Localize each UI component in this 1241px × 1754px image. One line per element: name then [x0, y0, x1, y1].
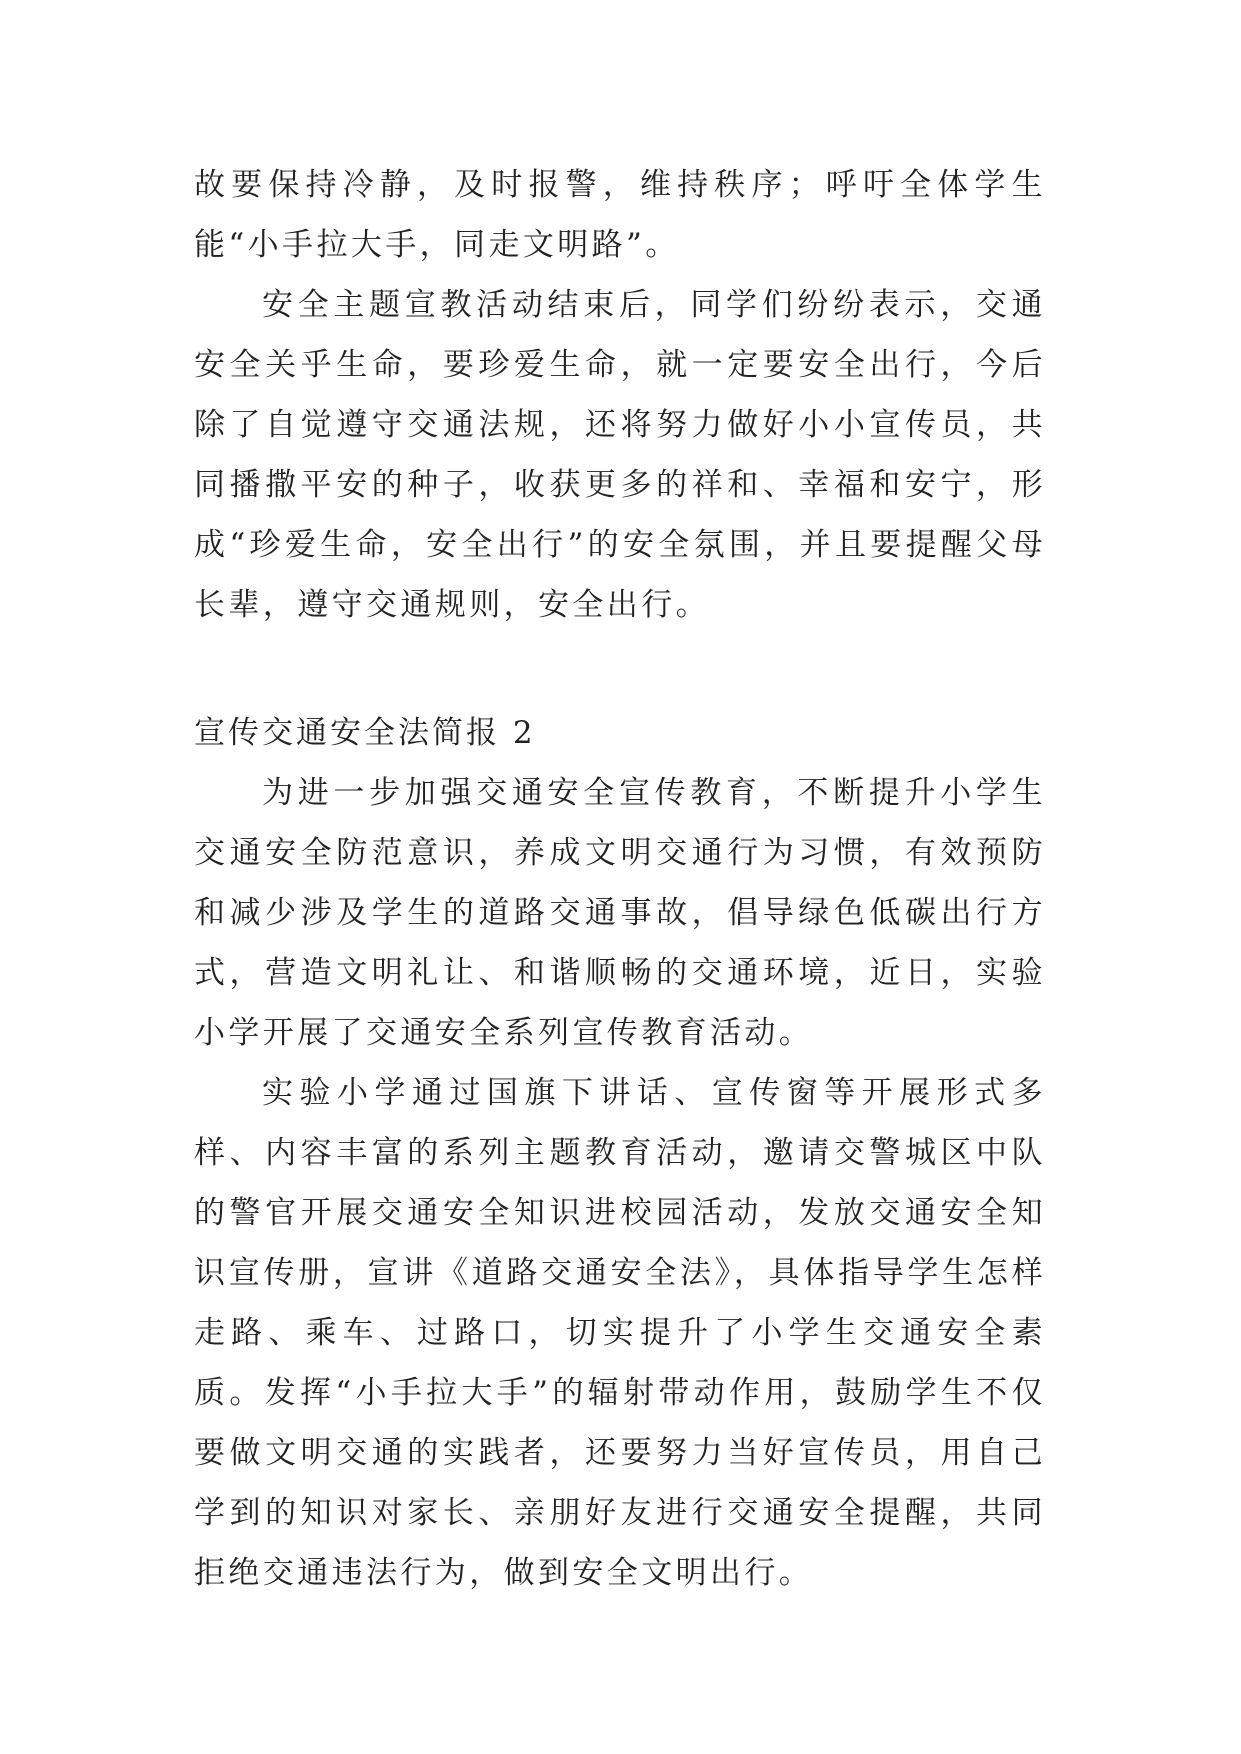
section1-paragraph-2: 安全主题宣教活动结束后，同学们纷纷表示，交通安全关乎生命，要珍爱生命，就一定要安全出行，今后除了自觉遵守交通法规，还将努力做好小小宣传员，共同播撒平安的种子，收获更多的祥和、幸福和安宁，形成“珍爱生命，安全出行”的安全氛围，并且要提醒父母长辈，遵守交通规则，安全出行。: [194, 287, 1046, 623]
document-body: [194, 155, 1046, 1603]
section2-paragraph-2: 实验小学通过国旗下讲话、宣传窗等开展形式多样、内容丰富的系列主题教育活动，邀请交警城区中队的警官开展交通安全知识进校园活动，发放交通安全知识宣传册，宣讲《道路交通安全法》，具体指导学生怎样走路、乘车、过路口，切实提升了小学生交通安全素质。发挥“小手拉大手”的辐射带动作用，鼓励学生不仅要做文明交通的实践者，还要努力当好宣传员，用自己学到的知识对家长、亲朋好友进行交通安全提醒，共同拒绝交通违法行为，做到安全文明出行。: [194, 1075, 1046, 1591]
section2-paragraph-1: 为进一步加强交通安全宣传教育，不断提升小学生交通安全防范意识，养成文明交通行为习惯，有效预防和减少涉及学生的道路交通事故，倡导绿色低碳出行方式，营造文明礼让、和谐顺畅的交通环境，近日，实验小学开展了交通安全系列宣传教育活动。: [194, 775, 1046, 1051]
continued-paragraph: 故要保持冷静，及时报警，维持秩序；呼吁全体学生能“小手拉大手，同走文明路”。: [194, 167, 1046, 263]
section2-title: 宣传交通安全法简报 2: [194, 715, 536, 751]
